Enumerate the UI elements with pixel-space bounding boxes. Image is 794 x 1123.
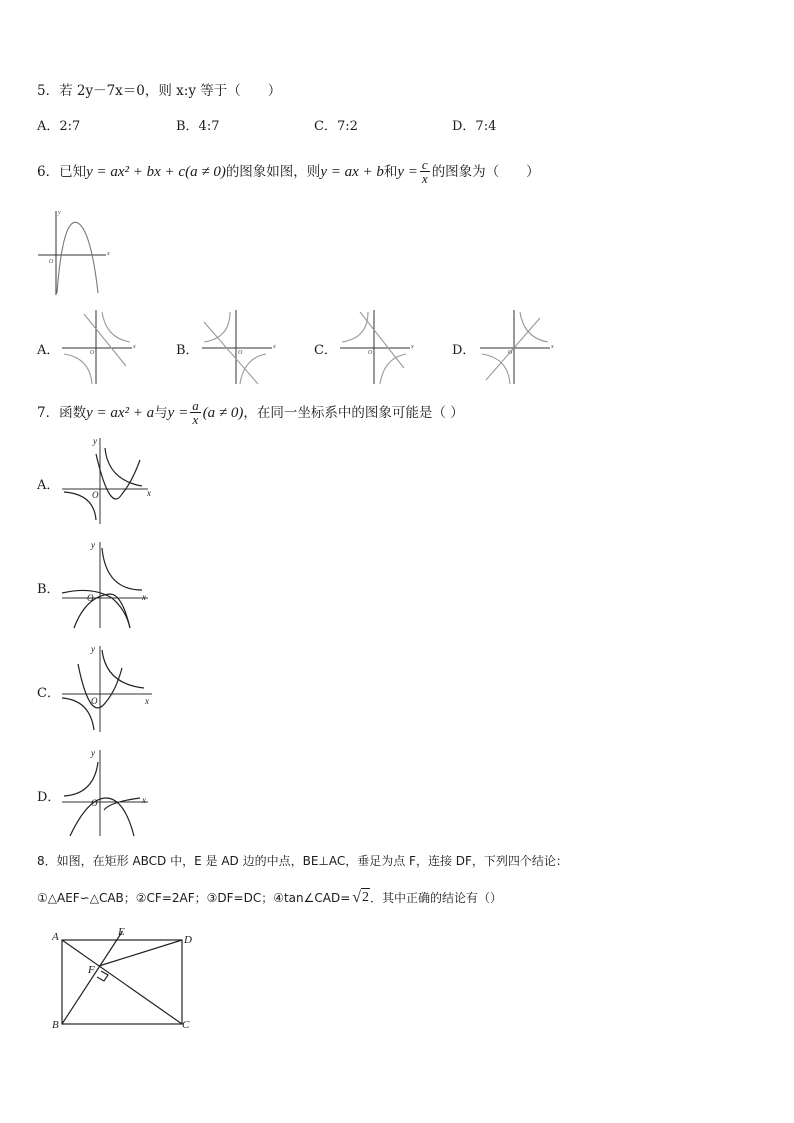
x-axis-label: x	[142, 795, 146, 805]
sqrt-radicand: 2	[362, 890, 370, 905]
line-curve	[204, 322, 258, 384]
q7-option-a[interactable]: A．	[37, 478, 60, 493]
right-angle-mark	[97, 971, 108, 981]
diagonal-ac	[62, 940, 182, 1024]
q6-option-b[interactable]: B．	[176, 343, 199, 358]
q6-option-b-graph[interactable]	[200, 308, 282, 386]
q8-tail: ．其中正确的结论有（）	[370, 890, 503, 905]
x-axis-label: x	[107, 251, 110, 257]
hyperbola-branch	[102, 548, 142, 590]
q5-option-d[interactable]: D．7:4	[452, 119, 497, 134]
q6-mid2: 和	[383, 163, 398, 180]
origin-label: O	[508, 350, 513, 356]
q6-suffix: 的图象为（ ）	[431, 163, 540, 180]
q6-inverse-lhs: y =	[397, 163, 418, 180]
origin-label: O	[49, 259, 54, 265]
point-a-label: A	[52, 931, 59, 943]
q6-mid1: 的图象如图，则	[225, 163, 321, 180]
hyperbola-branch-1	[102, 312, 130, 342]
origin-label: O	[238, 350, 243, 356]
segment-df	[99, 940, 182, 966]
q6-option-a[interactable]: A．	[37, 343, 60, 358]
hyperbola-branch-2	[380, 354, 406, 384]
q7-stem	[37, 399, 464, 426]
q6-frac-num: c	[421, 157, 428, 172]
q8-rectangle-figure	[48, 928, 198, 1032]
q6-fraction	[420, 158, 430, 185]
q6-option-c-graph[interactable]	[338, 308, 420, 386]
point-d-label: D	[184, 934, 192, 946]
parabola-curve	[70, 798, 134, 836]
q6-option-c[interactable]: C．	[314, 343, 337, 358]
q8-stem-line1: 8．如图，在矩形 ABCD 中，E 是 AD 边的中点，BE⊥AC，垂足为点 F，连接 DF，下列四个结论：	[37, 854, 568, 868]
parabola-curve	[57, 222, 98, 293]
q7-frac-den: x	[192, 412, 199, 427]
q7-option-c[interactable]: C．	[37, 686, 60, 701]
q6-option-a-graph[interactable]	[60, 308, 142, 386]
q5-option-b[interactable]: B．4:7	[176, 119, 220, 134]
q6-stem	[37, 158, 540, 185]
x-axis-label: x	[273, 344, 276, 350]
q7-mid: 与	[154, 404, 168, 421]
q6-option-d[interactable]: D．	[452, 343, 476, 358]
origin-label: O	[91, 798, 98, 808]
q8-stem-line2	[37, 888, 502, 907]
y-axis-label: y	[91, 540, 95, 550]
q5-option-c[interactable]: C．7:2	[314, 119, 358, 134]
origin-label: O	[368, 350, 373, 356]
y-axis-label: y	[58, 210, 61, 216]
y-axis-label: y	[91, 748, 95, 758]
q7-option-d[interactable]: D．	[37, 790, 61, 805]
point-c-label: C	[182, 1019, 190, 1031]
line-curve	[360, 312, 404, 368]
origin-label: O	[91, 696, 98, 706]
q6-prefix: 6．已知	[37, 163, 87, 180]
q7-prefix: 7．函数	[37, 404, 87, 421]
hyperbola-branch-1	[105, 448, 142, 486]
hyperbola-branch-1	[102, 650, 144, 688]
q5-stem: 5．若 2y－7x＝0，则 x:y 等于（ ）	[37, 83, 282, 99]
q7-option-d-graph[interactable]	[60, 746, 160, 838]
hyperbola-branch-2	[62, 698, 94, 730]
q7-quadratic-eq: y = ax² + a	[86, 404, 155, 421]
point-e-label: E	[118, 926, 125, 938]
x-axis-label: x	[142, 592, 146, 602]
sqrt-expression	[352, 888, 370, 907]
q6-option-d-graph[interactable]	[478, 308, 560, 386]
q6-frac-den: x	[421, 171, 428, 186]
hyperbola-branch-2	[240, 354, 266, 384]
parabola-curve	[96, 454, 140, 499]
q7-inverse-lhs: y =	[167, 404, 189, 421]
hyperbola-branch-2	[64, 354, 92, 384]
origin-label: O	[87, 593, 94, 603]
q7-suffix: ，在同一坐标系中的图象可能是（ ）	[243, 404, 464, 421]
q6-parabola-figure	[36, 205, 116, 297]
origin-label: O	[90, 350, 95, 356]
hyperbola-branch-1	[64, 762, 98, 796]
sqrt-icon: √	[352, 889, 362, 906]
point-f-label: F	[88, 964, 95, 976]
q7-option-b[interactable]: B．	[37, 582, 60, 597]
q8-conclusions: ①△AEF∽△CAB；②CF=2AF；③DF=DC；④tan∠CAD=	[37, 890, 351, 905]
hyperbola-branch-1	[520, 312, 548, 342]
q7-fraction	[190, 399, 201, 426]
q7-option-c-graph[interactable]	[60, 642, 160, 734]
y-axis-label: y	[91, 644, 95, 654]
point-b-label: B	[52, 1019, 59, 1031]
q6-quadratic-eq: y = ax² + bx + c(a ≠ 0)	[86, 163, 226, 180]
line-curve	[486, 318, 540, 380]
origin-label: O	[92, 490, 99, 500]
parabola-left	[62, 590, 130, 628]
x-axis-label: x	[147, 488, 151, 498]
q5-option-a[interactable]: A．2:7	[37, 119, 81, 134]
q7-frac-num: a	[192, 398, 199, 413]
x-axis-label: x	[133, 344, 136, 350]
q6-linear-eq: y = ax + b	[320, 163, 384, 180]
y-axis-label: y	[93, 436, 97, 446]
x-axis-label: x	[551, 344, 554, 350]
q7-condition: (a ≠ 0)	[202, 404, 244, 421]
parabola-curve	[74, 594, 130, 628]
q7-option-a-graph[interactable]	[60, 434, 160, 526]
x-axis-label: x	[411, 344, 414, 350]
q7-option-b-graph[interactable]	[60, 538, 160, 630]
x-axis-label: x	[145, 696, 149, 706]
